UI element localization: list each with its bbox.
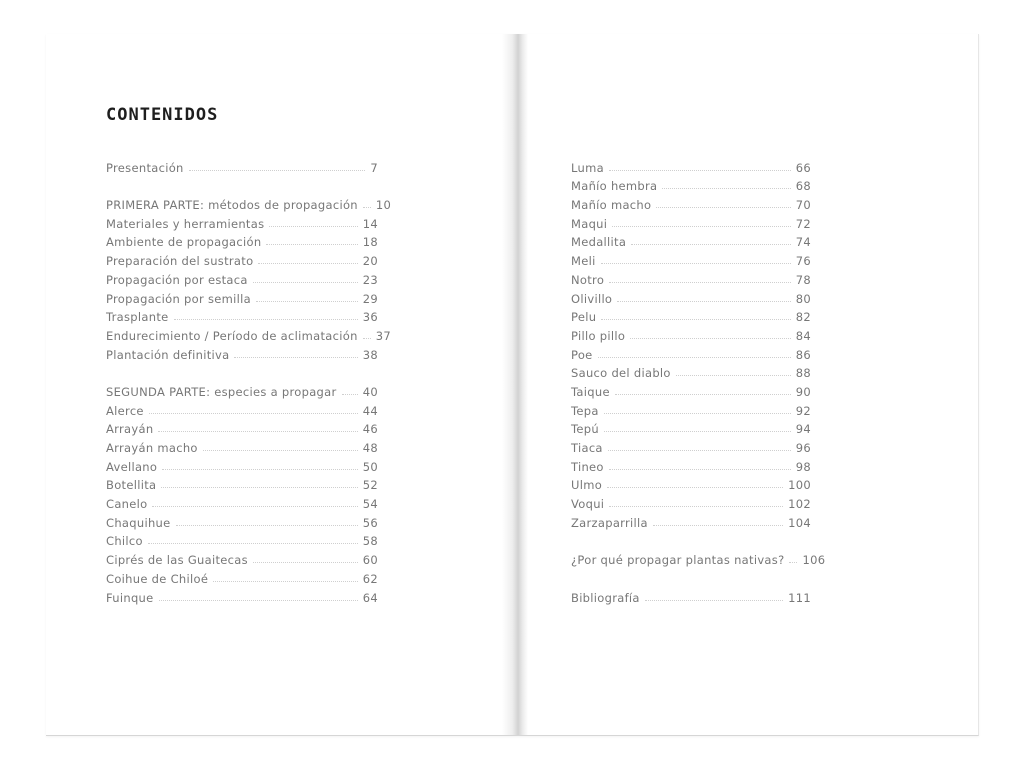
toc-entry [106,418,378,437]
toc-entry-title: Mañío hembra [571,179,658,194]
toc-entry-title: Arrayán [106,422,154,437]
toc-entry [571,306,811,325]
dot-leader [653,525,783,526]
toc-entry [106,436,378,455]
dot-leader [615,394,791,395]
toc-entry-title: Chilco [106,534,143,549]
toc-entry-title: Tineo [571,459,604,474]
toc-entry [571,511,811,530]
toc-entry-page: 80 [795,291,811,306]
dot-leader [631,244,791,245]
toc-entry [106,324,391,343]
toc-entry-page: 48 [362,441,378,455]
toc-entry [571,268,811,287]
toc-entry-title: Endurecimiento / Período de aclimatación [106,328,358,343]
toc-entry [106,567,378,586]
dot-leader [630,338,791,339]
book-gutter [502,34,528,735]
toc-entry-title: Mañío macho [571,198,652,213]
toc-entry [106,530,378,549]
dot-leader [149,413,358,414]
dot-leader [234,357,357,358]
toc-entry [106,231,378,250]
toc-entry-title: Luma [571,160,604,175]
dot-leader [676,375,791,376]
toc-entry [571,324,811,343]
dot-leader [162,469,358,470]
toc-entry-title: Chaquihue [106,515,171,530]
toc-entry-page: 29 [362,291,378,306]
toc-entry-title: Notro [571,272,605,287]
page-title: CONTENIDOS [106,105,219,126]
toc-entry-title: Propagación por estaca [106,272,248,287]
toc-entry-title: Tepa [571,403,599,418]
dot-leader [266,244,357,245]
toc-entry-title: Trasplante [106,310,169,325]
toc-entry-title: Avellano [106,459,158,474]
toc-entry-title: Pelu [571,310,597,325]
dot-leader [789,562,797,563]
toc-entry-page: 86 [795,347,811,362]
toc-entry-page: 56 [362,515,378,530]
dot-leader [189,170,366,171]
toc-entry-page: 66 [795,160,811,175]
toc-entry-page: 23 [362,272,378,287]
dot-leader [608,450,791,451]
toc-entry-page: 96 [795,441,811,455]
toc-entry-title: Alerce [106,403,144,418]
toc-entry-title: Propagación por semilla [106,291,251,306]
toc-entry-page: 78 [795,272,811,287]
dot-leader [152,506,357,507]
toc-entry [106,193,392,213]
toc-entry [571,287,811,306]
dot-leader [601,263,791,264]
toc-entry-page: 52 [362,478,378,493]
toc-entry-page: 64 [362,590,378,605]
toc-entry-title: Poe [571,347,593,362]
dot-leader [253,562,358,563]
dot-leader [253,282,358,283]
toc-entry-page: 10 [375,198,392,213]
toc-entry [106,455,378,474]
toc-entry [571,586,811,605]
toc-entry [571,418,811,437]
toc-entry-title: Ulmo [571,478,603,493]
dot-leader [645,600,783,601]
toc-entry [106,399,378,418]
toc-entry-title: Botellita [106,478,157,493]
toc-entry-page: 58 [362,534,378,549]
toc-entry [571,455,811,474]
toc-entry-page: 70 [795,198,811,213]
dot-leader [609,170,791,171]
toc-entry [106,249,378,268]
toc-entry [106,306,378,325]
toc-entry-title: Taique [571,384,610,399]
dot-leader [213,581,358,582]
dot-leader [256,301,358,302]
toc-entry [571,474,811,493]
toc-entry [106,511,378,530]
toc-entry-page: 106 [802,553,826,568]
toc-right-column [571,156,826,605]
toc-entry [106,212,378,231]
toc-entry-title: Canelo [106,497,148,512]
toc-entry-page: 40 [362,384,378,399]
toc-entry-page: 38 [362,347,378,362]
toc-entry-title: Preparación del sustrato [106,254,254,269]
toc-entry [571,231,811,250]
toc-entry [106,548,378,567]
toc-entry-title: ¿Por qué propagar plantas nativas? [571,553,785,568]
toc-entry-page: 18 [362,235,378,250]
toc-entry [106,343,378,362]
toc-entry-page: 54 [362,497,378,512]
toc-entry-page: 88 [795,366,811,381]
toc-entry-page: 14 [362,216,378,231]
dot-leader [662,188,790,189]
toc-entry-page: 36 [362,310,378,325]
toc-entry-title: Ciprés de las Guaitecas [106,553,248,568]
toc-entry-title: Materiales y herramientas [106,216,265,231]
toc-entry-title: Ambiente de propagación [106,235,262,250]
book-spread [46,34,979,736]
dot-leader [612,226,791,227]
dot-leader [609,469,791,470]
dot-leader [363,207,371,208]
toc-entry-title: Voqui [571,497,605,512]
toc-entry [571,193,811,212]
toc-entry [106,586,378,605]
dot-leader [174,319,358,320]
toc-entry-page: 68 [795,179,811,194]
toc-entry [571,362,811,381]
toc-entry-page: 46 [362,422,378,437]
dot-leader [607,487,783,488]
toc-entry-title: SEGUNDA PARTE: especies a propagar [106,384,337,399]
toc-entry [106,492,378,511]
toc-entry [571,156,811,175]
toc-entry [571,175,811,194]
toc-entry-page: 72 [795,216,811,231]
dot-leader [258,263,357,264]
toc-entry-title: Meli [571,254,596,269]
toc-left-column [106,156,392,605]
dot-leader [158,431,357,432]
dot-leader [656,207,790,208]
toc-entry [571,249,811,268]
toc-entry [106,380,378,399]
toc-entry-title: Sauco del diablo [571,366,671,381]
dot-leader [269,226,357,227]
toc-entry [571,343,811,362]
toc-entry-page: 98 [795,459,811,474]
dot-leader [159,600,358,601]
dot-leader [148,543,358,544]
toc-entry [571,492,811,511]
toc-entry-title: Coihue de Chiloé [106,571,209,586]
toc-entry [571,212,811,231]
toc-entry-page: 62 [362,571,378,586]
dot-leader [609,506,783,507]
toc-entry-title: Zarzaparrilla [571,515,648,530]
dot-leader [161,487,357,488]
toc-entry-title: Presentación [106,160,184,175]
toc-entry-title: Medallita [571,235,627,250]
toc-entry-title: Tepú [571,422,599,437]
toc-entry-page: 82 [795,310,811,325]
toc-entry [571,548,826,568]
toc-entry [106,474,378,493]
toc-entry-page: 44 [362,403,378,418]
toc-entry [571,436,811,455]
dot-leader [601,319,790,320]
toc-entry-page: 104 [788,515,811,530]
toc-entry-title: Arrayán macho [106,441,198,455]
dot-leader [203,450,358,451]
toc-entry-title: Plantación definitiva [106,347,230,362]
toc-entry-page: 102 [788,497,811,512]
toc-entry-page: 74 [795,235,811,250]
toc-entry-page: 60 [362,553,378,568]
toc-entry-title: Olivillo [571,291,613,306]
toc-entry [106,287,378,306]
toc-entry-title: Maqui [571,216,608,231]
toc-entry [106,156,378,175]
dot-leader [363,338,371,339]
dot-leader [342,394,358,395]
toc-entry-page: 111 [788,590,811,605]
dot-leader [598,357,791,358]
toc-entry [571,399,811,418]
toc-entry-title: PRIMERA PARTE: métodos de propagación [106,198,358,213]
toc-entry-title: Tiaca [571,441,603,455]
toc-entry [571,380,811,399]
dot-leader [617,301,790,302]
toc-entry-page: 100 [788,478,811,493]
toc-entry-page: 76 [795,254,811,269]
dot-leader [176,525,358,526]
toc-entry-page: 92 [795,403,811,418]
dot-leader [604,431,791,432]
toc-entry [106,268,378,287]
dot-leader [609,282,791,283]
toc-entry-page: 90 [795,384,811,399]
dot-leader [604,413,791,414]
toc-entry-page: 94 [795,422,811,437]
toc-entry-page: 20 [362,254,378,269]
toc-entry-page: 37 [375,328,391,343]
toc-entry-page: 50 [362,459,378,474]
toc-entry-title: Fuinque [106,590,154,605]
toc-entry-title: Bibliografía [571,590,640,605]
toc-entry-page: 84 [795,328,811,343]
toc-entry-page: 7 [370,160,378,175]
toc-entry-title: Pillo pillo [571,328,626,343]
